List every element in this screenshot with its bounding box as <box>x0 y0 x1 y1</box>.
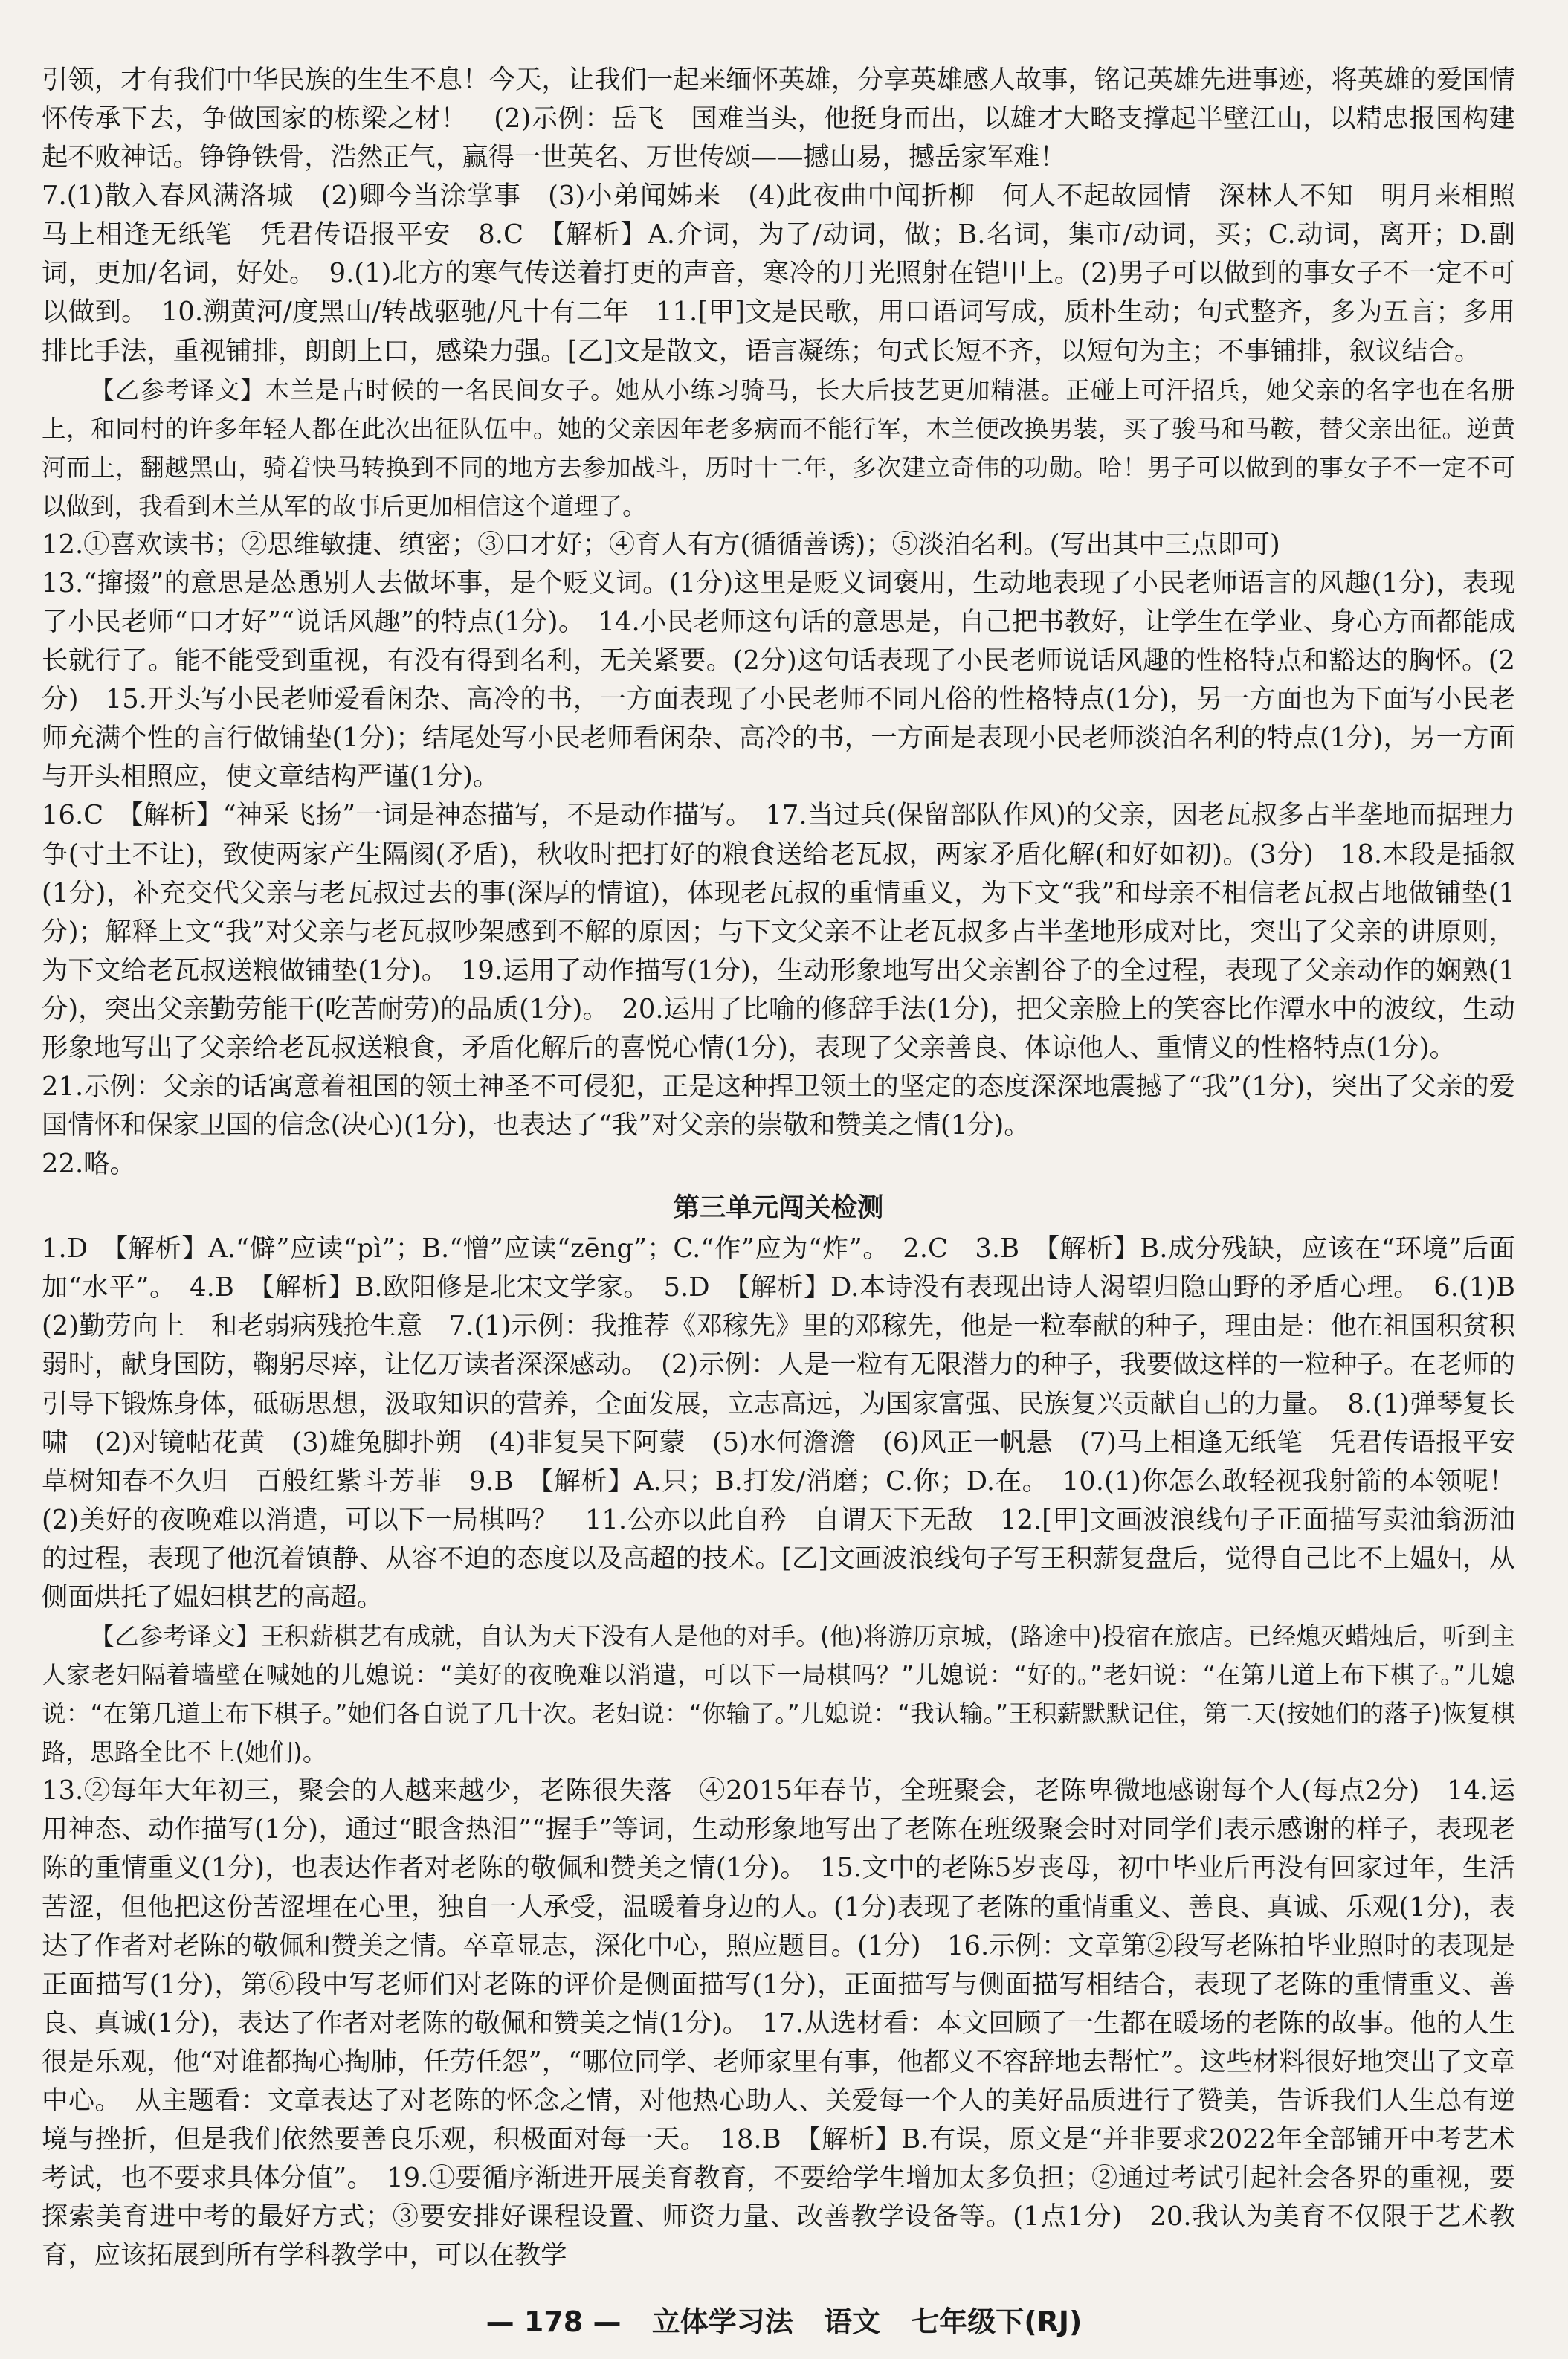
grade-label: 七年级下(RJ) <box>911 2305 1083 2338</box>
answer-paragraph: 12.①喜欢读书；②思维敏捷、缜密；③口才好；④育人有方(循循善诱)；⑤淡泊名利。(写出其中三点即可) <box>42 529 1280 560</box>
page-number: — 178 — <box>485 2305 622 2338</box>
answer-paragraph: 13.“撺掇”的意思是怂恿别人去做坏事，是个贬义词。(1分)这里是贬义词褒用，生动地表现了小民老师语言的风趣(1分)，表现了小民老师“口才好”“说话风趣”的特点(1分)。 14.小民老师这句话的意思是，自己把书教好，让学生在学业、身心方面都能成长就行了。能不能受到重视，有没有得到名利，无关紧要。(2分)这句话表现了小民老师说话风趣的性格特点和豁达的胸怀。(2分) 15.开头写小民老师爱看闲杂、高冷的书，一方面表现了小民老师不同凡俗的性格特点(1分)，另一方面也为下面写小民老师充满个性的言行做铺垫(1分)；结尾处写小民老师看闲杂、高冷的书，一方面是表现小民老师淡泊名利的特点(1分)，另一方面与开头相照应，使文章结构严谨(1分)。 <box>42 568 1515 793</box>
answer-paragraph: 引领，才有我们中华民族的生生不息！今天，让我们一起来缅怀英雄，分享英雄感人故事，铭记英雄先进事迹，将英雄的爱国情怀传承下去，争做国家的栋梁之材！ (2)示例：岳飞 国难当头，他挺身而出，以雄才大略支撑起半壁江山，以精忠报国构建起不败神话。铮铮铁骨，浩然正气，赢得一世英名、万世传颂——撼山易，撼岳家军难！ <box>42 65 1515 173</box>
answer-paragraph: 7.(1)散入春风满洛城 (2)卿今当涂掌事 (3)小弟闻姊来 (4)此夜曲中闻折柳 何人不起故园情 深林人不知 明月来相照 马上相逢无纸笔 凭君传语报平安 8.C 【解析】A.介词，为了/动词，做；B.名词，集市/动词，买；C.动词，离开；D.副词，更加/名词，好处。 9.(1)北方的寒气传送着打更的声音，寒冷的月光照射在铠甲上。(2)男子可以做到的事女子不一定不可以做到。 10.溯黄河/度黑山/转战驱驰/凡十有二年 11.[甲]文是民歌，用口语词写成，质朴生动；句式整齐，多为五言；多用排比手法，重视铺排，朗朗上口，感染力强。[乙]文是散文，语言凝练；句式长短不齐，以短句为主；不事铺排，叙议结合。 <box>42 181 1542 367</box>
section-title: 第三单元闯关检测 <box>673 1193 884 1224</box>
answer-content <box>42 61 1542 2275</box>
answer-paragraph: 22.略。 <box>42 1149 136 1180</box>
answer-paragraph: 13.②每年大年初三，聚会的人越来越少，老陈很失落 ④2015年春节，全班聚会，老陈卑微地感谢每个人(每点2分) 14.运用神态、动作描写(1分)，通过“眼含热泪”“握手”等词，生动形象地写出了老陈在班级聚会时对同学们表示感谢的样子，表现老陈的重情重义(1分)，也表达作者对老陈的敬佩和赞美之情(1分)。 15.文中的老陈5岁丧母，初中毕业后再没有回家过年，生活苦涩，但他把这份苦涩埋在心里，独自一人承受，温暖着身边的人。(1分)表现了老陈的重情重义、善良、真诚、乐观(1分)，表达了作者对老陈的敬佩和赞美之情。卒章显志，深化中心，照应题目。(1分) 16.示例：文章第②段写老陈拍毕业照时的表现是正面描写(1分)，第⑥段中写老师们对老陈的评价是侧面描写(1分)，正面描写与侧面描写相结合，表现了老陈的重情重义、善良、真诚(1分)，表达了作者对老陈的敬佩和赞美之情(1分)。 17.从选材看：本文回顾了一生都在暖场的老陈的故事。他的人生很是乐观，他“对谁都掏心掏肺，任劳任怨”，“哪位同学、老师家里有事，他都义不容辞地去帮忙”。这些材料很好地突出了文章中心。 从主题看：文章表达了对老陈的怀念之情，对他热心助人、关爱每一个人的美好品质进行了赞美，告诉我们人生总有逆境与挫折，但是我们依然要善良乐观，积极面对每一天。 18.B 【解析】B.有误，原文是“并非要求2022年全部铺开中考艺术考试，也不要求具体分值”。 19.①要循序渐进开展美育教育，不要给学生增加太多负担；②通过考试引起社会各界的重视，要探索美育进中考的最好方式；③要安排好课程设置、师资力量、改善教学设备等。(1点1分) 20.我认为美育不仅限于艺术教育，应该拓展到所有学科教学中，可以在教学 <box>42 1775 1515 2271</box>
book-title: 立体学习法 <box>651 2305 793 2338</box>
answer-paragraph: 16.C 【解析】“神采飞扬”一词是神态描写，不是动作描写。 17.当过兵(保留部队作风)的父亲，因老瓦叔多占半垄地而据理力争(寸土不让)，致使两家产生隔阂(矛盾)，秋收时把打好的粮食送给老瓦叔，两家矛盾化解(和好如初)。(3分) 18.本段是插叙(1分)，补充交代父亲与老瓦叔过去的事(深厚的情谊)，体现老瓦叔的重情重义，为下文“我”和母亲不相信老瓦叔占地做铺垫(1分)；解释上文“我”对父亲与老瓦叔吵架感到不解的原因；与下文父亲不让老瓦叔多占半垄地形成对比，突出了父亲的讲原则，为下文给老瓦叔送粮做铺垫(1分)。 19.运用了动作描写(1分)，生动形象地写出父亲割谷子的全过程，表现了父亲动作的娴熟(1分)，突出父亲勤劳能干(吃苦耐劳)的品质(1分)。 20.运用了比喻的修辞手法(1分)，把父亲脸上的笑容比作潭水中的波纹，生动形象地写出了父亲给老瓦叔送粮食，矛盾化解后的喜悦心情(1分)，表现了父亲善良、体谅他人、重情义的性格特点(1分)。 <box>42 800 1515 1063</box>
page-footer <box>0 2303 1568 2340</box>
answer-paragraph: 21.示例：父亲的话寓意着祖国的领土神圣不可侵犯，正是这种捍卫领土的坚定的态度深深地震撼了“我”(1分)，突出了父亲的爱国情怀和保家卫国的信念(决心)(1分)，也表达了“我”对父亲的崇敬和赞美之情(1分)。 <box>42 1071 1515 1141</box>
answer-paragraph: 1.D 【解析】A.“僻”应读“pì”；B.“憎”应读“zēng”；C.“作”应为“炸”。 2.C 3.B 【解析】B.成分残缺，应该在“环境”后面加“水平”。 4.B 【解析】B.欧阳修是北宋文学家。 5.D 【解析】D.本诗没有表现出诗人渴望归隐山野的矛盾心理。 6.(1)B (2)勤劳向上 和老弱病残抢生意 7.(1)示例：我推荐《邓稼先》里的邓稼先，他是一粒奉献的种子，理由是：他在祖国积贫积弱时，献身国防，鞠躬尽瘁，让亿万读者深深感动。 (2)示例：人是一粒有无限潜力的种子，我要做这样的一粒种子。在老师的引导下锻炼身体，砥砺思想，汲取知识的营养，全面发展，立志高远，为国家富强、民族复兴贡献自己的力量。 8.(1)弹琴复长啸 (2)对镜帖花黄 (3)雄兔脚扑朔 (4)非复吴下阿蒙 (5)水何澹澹 (6)风正一帆悬 (7)马上相逢无纸笔 凭君传语报平安 草树知春不久归 百般红紫斗芳菲 9.B 【解析】A.只；B.打发/消磨；C.你；D.在。 10.(1)你怎么敢轻视我射箭的本领呢！(2)美好的夜晚难以消遣，可以下一局棋吗？ 11.公亦以此自矜 自谓天下无敌 12.[甲]文画波浪线句子正面描写卖油翁沥油的过程，表现了他沉着镇静、从容不迫的态度以及高超的技术。[乙]文画波浪线句子写王积薪复盘后，觉得自己比不上媪妇，从侧面烘托了媪妇棋艺的高超。 <box>42 1233 1542 1613</box>
translation-paragraph: 【乙参考译文】木兰是古时候的一名民间女子。她从小练习骑马，长大后技艺更加精湛。正碰上可汗招兵，她父亲的名字也在名册上，和同村的许多年轻人都在此次出征队伍中。她的父亲因年老多病而不能行军，木兰便改换男装，买了骏马和马鞍，替父亲出征。逆黄河而上，翻越黑山，骑着快马转换到不同的地方去参加战斗，历时十二年，多次建立奇伟的功勋。哈！男子可以做到的事女子不一定不可以做到，我看到木兰从军的故事后更加相信这个道理了。 <box>42 375 1515 520</box>
translation-paragraph: 【乙参考译文】王积薪棋艺有成就，自认为天下没有人是他的对手。(他)将游历京城，(路途中)投宿在旅店。已经熄灭蜡烛后，听到主人家老妇隔着墙壁在喊她的儿媳说：“美好的夜晚难以消遣，可以下一局棋吗？”儿媳说：“好的。”老妇说：“在第几道上布下棋子。”儿媳说：“在第几道上布下棋子。”她们各自说了几十次。老妇说：“你输了。”儿媳说：“我认输。”王积薪默默记住，第二天(按她们的落子)恢复棋路，思路全比不上(她们)。 <box>42 1621 1515 1767</box>
subject-label: 语文 <box>823 2305 880 2338</box>
